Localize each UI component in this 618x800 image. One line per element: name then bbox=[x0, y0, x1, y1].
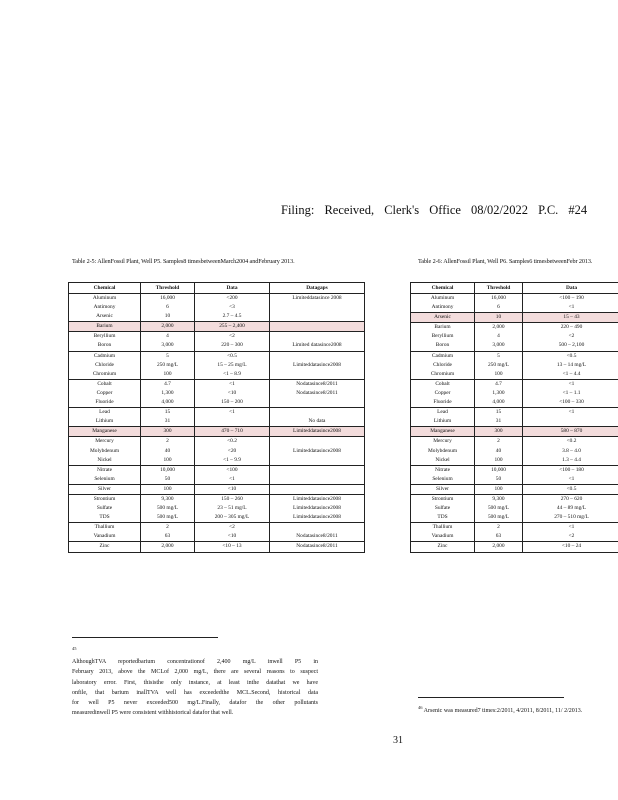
table-cell: <1 – 1.1 bbox=[523, 389, 618, 398]
table-cell: 63 bbox=[475, 532, 523, 542]
table-cell: Aluminum bbox=[69, 294, 141, 304]
table-cell: <2 bbox=[195, 523, 270, 533]
footnote-45-line: laboratory error. First, thisisthe only instance, at least inthe datathat we have bbox=[72, 679, 318, 686]
table-row bbox=[411, 389, 618, 398]
table-cell: <1 bbox=[195, 408, 270, 418]
table-cell: Nodatasince8/2011 bbox=[270, 379, 365, 389]
table-cell: Nickel bbox=[411, 456, 475, 466]
table-cell: 500 – 2,100 bbox=[523, 341, 618, 351]
footnote-45-line: AlthoughTVA reportedbarium concentrationof 2,400 mg/L inwell P5 in bbox=[72, 659, 318, 666]
table-row bbox=[411, 341, 618, 351]
footnote-46 bbox=[418, 703, 618, 716]
footnote-45-line: measuredinwell P5 were consistent withhistorical datafor that well. bbox=[72, 710, 234, 717]
table-row bbox=[69, 341, 365, 351]
table-row bbox=[411, 417, 618, 427]
table-row bbox=[411, 532, 618, 542]
table-cell: Silver bbox=[69, 484, 141, 494]
table-cell: 15 bbox=[475, 408, 523, 418]
table-cell: <1 bbox=[523, 408, 618, 418]
table-cell: 500 mg/L bbox=[475, 504, 523, 513]
table-row bbox=[69, 456, 365, 466]
table-row bbox=[69, 475, 365, 485]
table-row bbox=[411, 323, 618, 333]
table-cell: 4 bbox=[141, 332, 195, 342]
page-number: 31 bbox=[393, 735, 403, 746]
table-cell: 4.7 bbox=[475, 379, 523, 389]
table-cell: Limiteddatasince2008 bbox=[270, 494, 365, 504]
table-row bbox=[69, 408, 365, 418]
table-cell bbox=[270, 398, 365, 408]
table-cell bbox=[270, 523, 365, 533]
table-cell: 4 bbox=[475, 332, 523, 341]
table-cell: Limiteddatasince2008 bbox=[270, 447, 365, 456]
table-cell: Limited datasince2008 bbox=[270, 341, 365, 351]
table-row bbox=[69, 370, 365, 380]
table-cell: <10 bbox=[195, 389, 270, 398]
table-cell: Lead bbox=[69, 408, 141, 418]
footnote-45-line: onfile, that barium inallTVA well has exceededthe MCL.Second, historical data bbox=[72, 689, 318, 696]
table-cell: 15 bbox=[141, 408, 195, 418]
table-cell: Cadmium bbox=[411, 351, 475, 361]
table-cell: 1,300 bbox=[475, 389, 523, 398]
table-cell: 2 bbox=[141, 437, 195, 447]
table-cell: No data bbox=[270, 417, 365, 427]
table-cell: Nodatasince8/2011 bbox=[270, 532, 365, 542]
table-cell: <1 bbox=[195, 475, 270, 485]
table-cell: 10 bbox=[141, 312, 195, 322]
table-row bbox=[411, 351, 618, 361]
table-cell: 220 – 300 bbox=[195, 341, 270, 351]
table-cell bbox=[270, 475, 365, 485]
table-cell: Limiteddatasince2008 bbox=[270, 427, 365, 437]
table-cell: 1,300 bbox=[141, 389, 195, 398]
table-cell: 9,300 bbox=[475, 494, 523, 504]
table-cell: 50 bbox=[141, 475, 195, 485]
table-cell: Nodatasince8/2011 bbox=[270, 389, 365, 398]
table-cell: Thallium bbox=[69, 523, 141, 533]
table-row bbox=[411, 475, 618, 485]
table-cell: 2 bbox=[141, 523, 195, 533]
table-cell: Cobalt bbox=[411, 379, 475, 389]
table-cell: <2 bbox=[195, 332, 270, 342]
table-cell: Strontium bbox=[69, 494, 141, 504]
table-row bbox=[411, 437, 618, 447]
table-cell: Lithium bbox=[69, 417, 141, 427]
table-cell: Selenium bbox=[69, 475, 141, 485]
table-cell: Strontium bbox=[411, 494, 475, 504]
footnote-rule-left bbox=[72, 637, 218, 638]
table-cell: Mercury bbox=[69, 437, 141, 447]
table-cell: Boron bbox=[411, 341, 475, 351]
table-cell bbox=[270, 312, 365, 322]
table-row bbox=[69, 447, 365, 456]
table-row bbox=[69, 437, 365, 447]
table-cell bbox=[270, 484, 365, 494]
column-header: Datagaps bbox=[270, 283, 365, 294]
table-cell: <1 bbox=[523, 303, 618, 313]
table-cell: 10 bbox=[475, 313, 523, 323]
table-row bbox=[411, 408, 618, 418]
table-cell: <100 – 190 bbox=[523, 294, 618, 304]
table-cell: 50 bbox=[475, 475, 523, 485]
table-cell: Barium bbox=[411, 323, 475, 333]
table-row bbox=[69, 322, 365, 332]
table-cell bbox=[270, 370, 365, 380]
table-cell: Vanadium bbox=[69, 532, 141, 542]
table-cell: Antimony bbox=[69, 303, 141, 312]
table-row bbox=[411, 447, 618, 456]
table-cell: 300 bbox=[475, 427, 523, 437]
table-cell bbox=[270, 437, 365, 447]
table-row bbox=[69, 504, 365, 513]
table-cell: 470 – 710 bbox=[195, 427, 270, 437]
table-cell: <1 bbox=[523, 523, 618, 533]
footnote-45-line: February 2013, above the MCLof 2,000 mg/L, there are several reasons to suspect bbox=[72, 669, 318, 676]
table-cell: 250 mg/L bbox=[141, 361, 195, 370]
table-row bbox=[69, 332, 365, 342]
table-cell: <10 – 13 bbox=[195, 542, 270, 552]
table-cell: 15 – 43 bbox=[523, 313, 618, 323]
table-cell: Limiteddatasince2008 bbox=[270, 361, 365, 370]
table-cell: 2.7 – 4.5 bbox=[195, 312, 270, 322]
table-cell: <1 bbox=[523, 475, 618, 485]
table-row bbox=[69, 494, 365, 504]
table-cell: Fluoride bbox=[411, 398, 475, 408]
table2-caption: Table 2-6: AllenFossil Plant, Well P6. Samples6 timesbetweenFebr 2013. bbox=[418, 258, 593, 265]
table-cell: Vanadium bbox=[411, 532, 475, 542]
table-cell: 40 bbox=[475, 447, 523, 456]
table-cell: 100 bbox=[475, 484, 523, 494]
table-cell bbox=[270, 465, 365, 475]
table-cell: Copper bbox=[411, 389, 475, 398]
table-cell: 150 – 200 bbox=[195, 398, 270, 408]
table-cell: 15 – 25 mg/L bbox=[195, 361, 270, 370]
table-cell: Nodatasince8/2011 bbox=[270, 542, 365, 552]
table-cell: 500 mg/L bbox=[475, 513, 523, 523]
table-row bbox=[411, 484, 618, 494]
column-header: Chemical bbox=[411, 283, 475, 294]
table-cell: TDS bbox=[69, 513, 141, 523]
table-cell: <10 bbox=[195, 484, 270, 494]
table-cell: 2,000 bbox=[141, 542, 195, 552]
table-cell: 100 bbox=[475, 456, 523, 466]
table-cell: <1 – 4.4 bbox=[523, 370, 618, 380]
table-cell: <0.2 bbox=[195, 437, 270, 447]
table-row bbox=[411, 456, 618, 466]
table-cell: <20 bbox=[195, 447, 270, 456]
table-row bbox=[411, 513, 618, 523]
table-cell: Chloride bbox=[69, 361, 141, 370]
column-header: Threshold bbox=[475, 283, 523, 294]
table-cell: 100 bbox=[141, 456, 195, 466]
table1-caption: Table 2-5: AllenFossil Plant, Well P5. Samples8 timesbetweenMarch2004 andFebruary 2013. bbox=[72, 258, 295, 265]
table-cell: 3,000 bbox=[475, 341, 523, 351]
table-cell: 44 – 89 mg/L bbox=[523, 504, 618, 513]
table-cell: 100 bbox=[141, 484, 195, 494]
table-cell: Zinc bbox=[69, 542, 141, 552]
table-cell: 31 bbox=[141, 417, 195, 427]
table-cell: 16,000 bbox=[141, 294, 195, 304]
table-cell: <10 bbox=[195, 532, 270, 542]
table-cell: <200 bbox=[195, 294, 270, 304]
footnote-45-marker: 45 bbox=[72, 646, 77, 651]
table-cell bbox=[195, 417, 270, 427]
table-row bbox=[411, 542, 618, 552]
table-cell: <1 bbox=[195, 379, 270, 389]
table-row bbox=[69, 417, 365, 427]
table-cell: 5 bbox=[475, 351, 523, 361]
table-row bbox=[69, 532, 365, 542]
column-header: Data bbox=[523, 283, 618, 294]
table-row bbox=[411, 303, 618, 313]
table-cell: Silver bbox=[411, 484, 475, 494]
table-cell: Sulfate bbox=[411, 504, 475, 513]
table-cell: Aluminum bbox=[411, 294, 475, 304]
footnote-46-marker: 46 bbox=[418, 705, 423, 710]
table-cell: 250 mg/L bbox=[475, 361, 523, 370]
table-cell bbox=[270, 332, 365, 342]
table-cell: Zinc bbox=[411, 542, 475, 552]
table-cell: Nitrate bbox=[69, 465, 141, 475]
footnote-45 bbox=[72, 644, 318, 718]
table-cell: 2,000 bbox=[475, 542, 523, 552]
table-cell: Boron bbox=[69, 341, 141, 351]
column-header: Threshold bbox=[141, 283, 195, 294]
table-cell: 16,000 bbox=[475, 294, 523, 304]
table-row bbox=[69, 294, 365, 304]
table-cell: <100 bbox=[195, 465, 270, 475]
table-row bbox=[69, 513, 365, 523]
table-row bbox=[69, 427, 365, 437]
table-cell: <1 – 9.9 bbox=[195, 456, 270, 466]
table-cell: 13 – 14 mg/L bbox=[523, 361, 618, 370]
table-cell bbox=[270, 303, 365, 312]
table-cell: 220 – 490 bbox=[523, 323, 618, 333]
table-cell: Mercury bbox=[411, 437, 475, 447]
table-cell: Thallium bbox=[411, 523, 475, 533]
table-cell: 200 – 305 mg/L bbox=[195, 513, 270, 523]
table-row bbox=[411, 427, 618, 437]
table-cell: 31 bbox=[475, 417, 523, 427]
table-cell: Limiteddatasince2008 bbox=[270, 513, 365, 523]
table-row bbox=[69, 312, 365, 322]
table-cell: Barium bbox=[69, 322, 141, 332]
table-cell: 3.8 – 4.0 bbox=[523, 447, 618, 456]
table-cell: Sulfate bbox=[69, 504, 141, 513]
table-row bbox=[411, 294, 618, 304]
table-row bbox=[411, 379, 618, 389]
table-row bbox=[411, 332, 618, 341]
table-cell: <100 – 180 bbox=[523, 465, 618, 475]
table-cell: Chloride bbox=[411, 361, 475, 370]
table-row bbox=[69, 351, 365, 361]
table-cell: <0.5 bbox=[523, 351, 618, 361]
table-cell: Manganese bbox=[411, 427, 475, 437]
table-cell: 100 bbox=[475, 370, 523, 380]
table-cell: <1 bbox=[523, 379, 618, 389]
table-cell: <100 – 330 bbox=[523, 398, 618, 408]
table-cell: <2 bbox=[523, 532, 618, 542]
table-cell: 500 mg/L bbox=[141, 504, 195, 513]
table-cell: 6 bbox=[141, 303, 195, 312]
table-row bbox=[411, 398, 618, 408]
table-row bbox=[411, 465, 618, 475]
table-cell: 300 bbox=[141, 427, 195, 437]
table-row bbox=[69, 379, 365, 389]
table-cell: 4,000 bbox=[475, 398, 523, 408]
table-cell: 3,000 bbox=[141, 341, 195, 351]
table-cell: Arsenic bbox=[411, 313, 475, 323]
table-cell: <0.5 bbox=[523, 484, 618, 494]
table-row bbox=[69, 303, 365, 312]
table-row bbox=[411, 494, 618, 504]
table-cell: 2,000 bbox=[475, 323, 523, 333]
table-cell: 63 bbox=[141, 532, 195, 542]
table-cell: 500 mg/L bbox=[141, 513, 195, 523]
table-cell: Lead bbox=[411, 408, 475, 418]
table-cell bbox=[270, 351, 365, 361]
table-cell bbox=[270, 322, 365, 332]
table-cell: Chromium bbox=[69, 370, 141, 380]
table-row bbox=[411, 370, 618, 380]
table-cell: Chromium bbox=[411, 370, 475, 380]
filing-stamp: Filing: Received, Clerk's Office 08/02/2022 P.C. #24 bbox=[281, 203, 588, 217]
table-cell: Arsenic bbox=[69, 312, 141, 322]
column-header: Chemical bbox=[69, 283, 141, 294]
table-cell: 2 bbox=[475, 437, 523, 447]
table-cell: <1 – 8.9 bbox=[195, 370, 270, 380]
table-cell: Copper bbox=[69, 389, 141, 398]
table-row bbox=[411, 504, 618, 513]
table-cell: 255 – 2,400 bbox=[195, 322, 270, 332]
column-header: Data bbox=[195, 283, 270, 294]
table-cell: TDS bbox=[411, 513, 475, 523]
table-cell bbox=[270, 408, 365, 418]
table-cell: Fluoride bbox=[69, 398, 141, 408]
table-cell: 270 – 510 mg/L bbox=[523, 513, 618, 523]
table-row bbox=[411, 313, 618, 323]
table-cell: Manganese bbox=[69, 427, 141, 437]
table-row bbox=[69, 542, 365, 552]
table-row bbox=[411, 523, 618, 533]
table-cell: 4.7 bbox=[141, 379, 195, 389]
table-cell: Limiteddatasince 2008 bbox=[270, 294, 365, 304]
table-cell: 150 – 260 bbox=[195, 494, 270, 504]
table2 bbox=[410, 282, 618, 553]
table-cell: 4,000 bbox=[141, 398, 195, 408]
table-cell: Nitrate bbox=[411, 465, 475, 475]
table-cell: 270 – 620 bbox=[523, 494, 618, 504]
table-cell: <0.5 bbox=[195, 351, 270, 361]
table-cell: 10,000 bbox=[141, 465, 195, 475]
table-cell: Cobalt bbox=[69, 379, 141, 389]
table-cell: 10,000 bbox=[475, 465, 523, 475]
table-cell: <0.2 bbox=[523, 437, 618, 447]
table-cell bbox=[270, 456, 365, 466]
table-cell: Selenium bbox=[411, 475, 475, 485]
table-cell: 23 – 51 mg/L bbox=[195, 504, 270, 513]
table-cell: Nickel bbox=[69, 456, 141, 466]
table-row bbox=[411, 361, 618, 370]
table-row bbox=[69, 484, 365, 494]
table-row bbox=[69, 523, 365, 533]
table-cell: Limiteddatasince2008 bbox=[270, 504, 365, 513]
table-cell: 40 bbox=[141, 447, 195, 456]
footnote-45-line: for well P5 never exceeded500 mg/L.Finally, datafor the other pollutants bbox=[72, 700, 318, 707]
table-cell: 2,000 bbox=[141, 322, 195, 332]
table-cell: <10 – 24 bbox=[523, 542, 618, 552]
footnote-rule-right bbox=[418, 697, 564, 698]
table-cell: Molybdenum bbox=[69, 447, 141, 456]
table-cell: Beryllium bbox=[411, 332, 475, 341]
table-row bbox=[69, 361, 365, 370]
table-cell: 2 bbox=[475, 523, 523, 533]
table-cell: 580 – 870 bbox=[523, 427, 618, 437]
table-cell: 5 bbox=[141, 351, 195, 361]
table-cell: Lithium bbox=[411, 417, 475, 427]
table-cell: <3 bbox=[195, 303, 270, 312]
table-cell: Molybdenum bbox=[411, 447, 475, 456]
table1 bbox=[68, 282, 365, 553]
table-cell: 9,300 bbox=[141, 494, 195, 504]
footnote-46-text: Arsenic was measured7 times:2/2011, 4/2011, 8/2011, 11/ 2/2013. bbox=[423, 708, 583, 714]
table-row bbox=[69, 465, 365, 475]
table-cell: Antimony bbox=[411, 303, 475, 313]
table-cell: 100 bbox=[141, 370, 195, 380]
table-cell bbox=[523, 417, 618, 427]
table-row bbox=[69, 398, 365, 408]
table-cell: Cadmium bbox=[69, 351, 141, 361]
table-cell: <2 bbox=[523, 332, 618, 341]
table-cell: 1.3 – 4.4 bbox=[523, 456, 618, 466]
table-cell: 6 bbox=[475, 303, 523, 313]
table-cell: Beryllium bbox=[69, 332, 141, 342]
table-row bbox=[69, 389, 365, 398]
